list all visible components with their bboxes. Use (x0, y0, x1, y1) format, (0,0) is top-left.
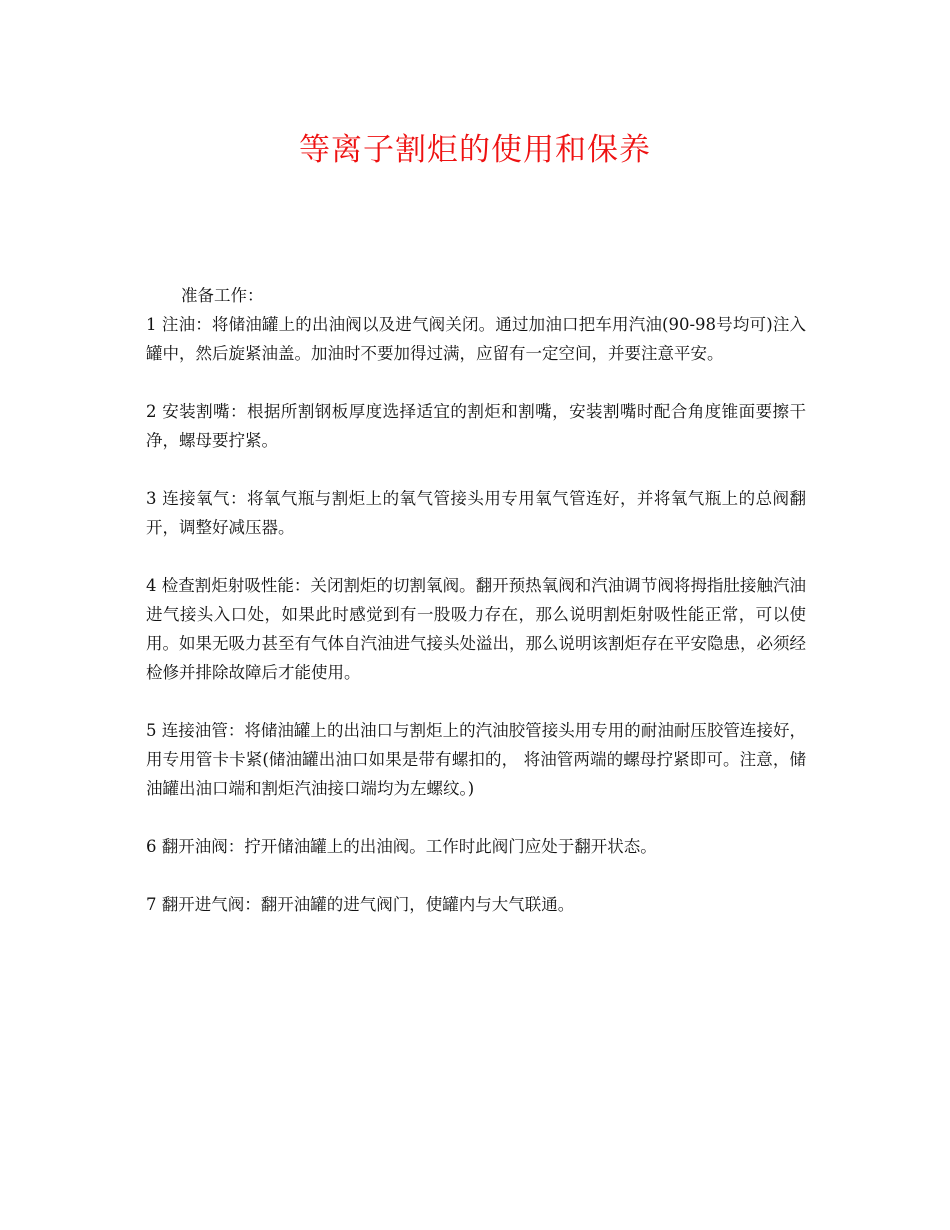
document-body (146, 281, 806, 948)
paragraph-1: 1 注油：将储油罐上的出油阀以及进气阀关闭。通过加油口把车用汽油(90-98号均可)注入罐中，然后旋紧油盖。加油时不要加得过满，应留有一定空间，并要注意平安。 (146, 315, 806, 363)
paragraph-4: 4 检查割炬射吸性能：关闭割炬的切割氧阀。翻开预热氧阀和汽油调节阀将拇指肚接触汽油进气接头入口处，如果此时感觉到有一股吸力存在，那么说明割炬射吸性能正常，可以使用。如果无吸力甚至有气体自汽油进气接头处溢出，那么说明该割炬存在平安隐患，必须经检修并排除故障后才能使用。 (146, 576, 806, 682)
paragraph-3: 3 连接氧气：将氧气瓶与割炬上的氧气管接头用专用氧气管连好，并将氧气瓶上的总阀翻开，调整好减压器。 (146, 489, 806, 537)
paragraph-7: 7 翻开进气阀：翻开油罐的进气阀门，使罐内与大气联通。 (146, 895, 575, 914)
paragraph-6: 6 翻开油阀：拧开储油罐上的出油阀。工作时此阀门应处于翻开状态。 (146, 837, 657, 856)
paragraph-2: 2 安装割嘴：根据所割钢板厚度选择适宜的割炬和割嘴，安装割嘴时配合角度锥面要擦干净，螺母要拧紧。 (146, 402, 806, 450)
paragraph-5: 5 连接油管：将储油罐上的出油口与割炬上的汽油胶管接头用专用的耐油耐压胶管连接好，用专用管卡卡紧(储油罐出油口如果是带有螺扣的， 将油管两端的螺母拧紧即可。注意，储油罐出油口端和割炬汽油接口端均为左螺纹。) (146, 721, 806, 798)
document-title: 等离子割炬的使用和保养 (299, 132, 651, 168)
intro-heading: 准备工作： (181, 286, 264, 305)
